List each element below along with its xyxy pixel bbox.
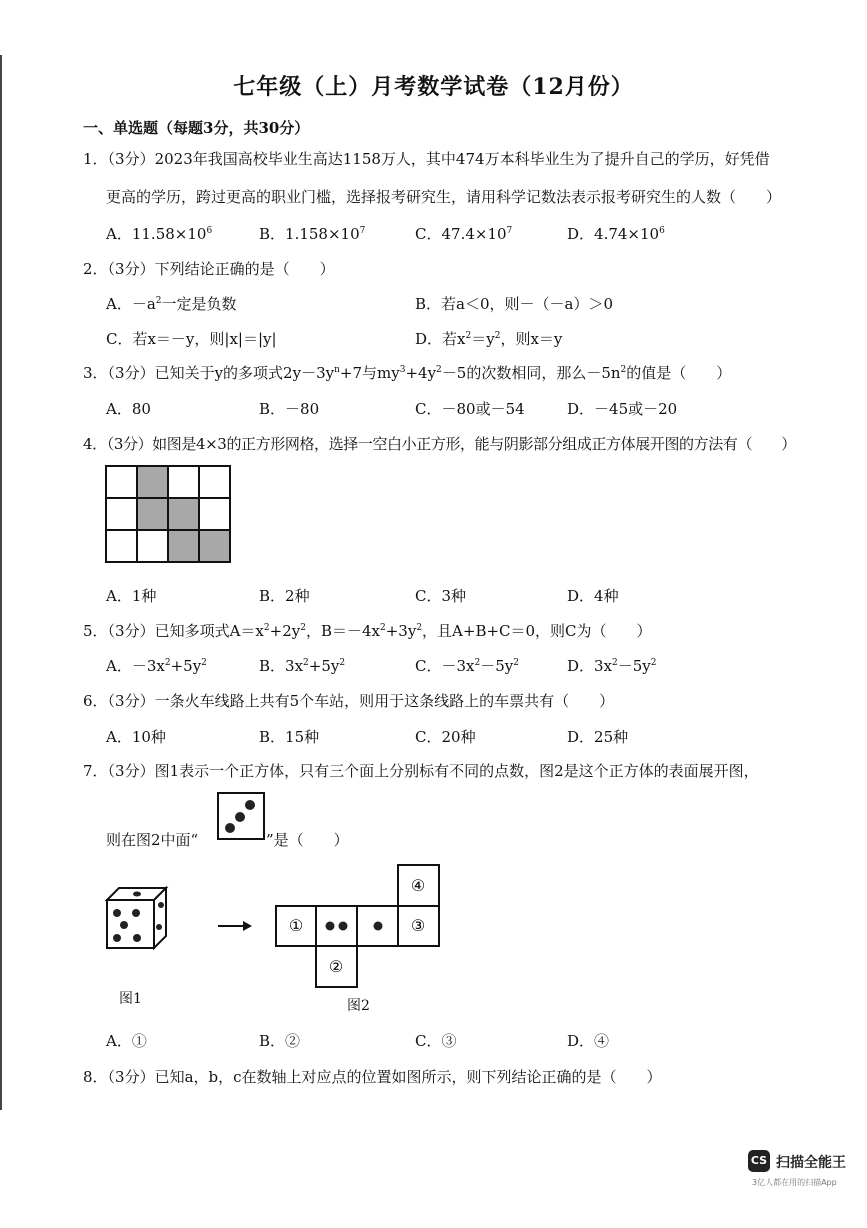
- q5-option-d-part1: D．3x: [567, 657, 613, 675]
- grid-cell-blank: [106, 530, 137, 562]
- q7-stem-line1: 7．（3分）图1表示一个正方体，只有三个面上分别标有不同的点数，图2是这个正方体的表面展开图，: [83, 762, 759, 780]
- grid-cell-blank: [137, 530, 168, 562]
- q2-option-d-mid: ＝y: [471, 330, 495, 348]
- q5-stem-part1: 5．（3分）已知多项式A＝x: [83, 622, 264, 640]
- net-label-1: ①: [288, 916, 304, 935]
- dot: [374, 922, 383, 931]
- net-label-2: ②: [328, 957, 344, 976]
- q3-stem-part5: 的值是（ ）: [626, 364, 732, 382]
- q1-option-d[interactable]: [567, 223, 665, 244]
- net-label-4: ④: [410, 876, 426, 895]
- q1-option-c[interactable]: [415, 223, 512, 244]
- q5-option-d[interactable]: [567, 655, 657, 676]
- q5-option-a-exp1: 2: [164, 658, 171, 668]
- q3-stem-part3: +4y: [405, 364, 437, 382]
- q2-option-d-exp1: 2: [465, 331, 472, 341]
- q6-option-d[interactable]: D．25种: [567, 728, 629, 746]
- q3-option-a[interactable]: A．80: [106, 400, 151, 418]
- q5-option-d-part2: －5y: [617, 657, 651, 675]
- q4-option-d[interactable]: D．4种: [567, 587, 619, 605]
- q3-option-c[interactable]: C．－80或－54: [415, 400, 525, 418]
- q5-option-d-exp1: 2: [612, 658, 618, 668]
- q5-option-a-part2: +5y: [170, 657, 202, 675]
- q1-stem-line2: 更高的学历，跨过更高的职业门槛，选择报考研究生，请用科学记数法表示报考研究生的人数（ ）: [106, 188, 782, 206]
- net-face-two-dots: [316, 906, 357, 946]
- q5-stem-exp2: 2: [300, 623, 306, 633]
- exam-title: 七年级（上）月考数学试卷（12月份）: [233, 74, 634, 100]
- grid-cell-blank: [106, 498, 137, 530]
- fig2-cube-net: [275, 864, 443, 990]
- q5-option-a-exp2: 2: [201, 658, 207, 668]
- q3-option-d[interactable]: D．－45或－20: [567, 400, 678, 418]
- q2-option-a-exp: 2: [155, 296, 162, 306]
- q5-stem-part5: ，且A+B+C＝0，则C为（ ）: [422, 622, 652, 640]
- q1-option-d-text: D．4.74×10: [567, 225, 660, 243]
- net-label-3: ③: [410, 916, 426, 935]
- q1-stem-line1: 1．（3分）2023年我国高校毕业生高达1158万人，其中474万本科毕业生为了提升自己的学历，好凭借: [83, 150, 770, 168]
- left-border-line: [0, 55, 2, 1110]
- q1-option-c-exp: 7: [506, 226, 513, 236]
- grid-cell-shaded: [199, 530, 230, 562]
- grid-cell-shaded: [137, 498, 168, 530]
- q2-option-d-exp2: 2: [494, 331, 501, 341]
- q5-stem-part4: +3y: [385, 622, 417, 640]
- q3-stem-exp2: 3: [399, 365, 406, 375]
- q1-option-c-text: C．47.4×10: [415, 225, 507, 243]
- q1-option-a-exp: 6: [206, 226, 213, 236]
- section-heading: 一、单选题（每题3分，共30分）: [83, 119, 310, 137]
- q5-option-c-exp1: 2: [474, 658, 481, 668]
- q3-stem-part2: +7与my: [339, 364, 400, 382]
- dot: [326, 922, 335, 931]
- q5-option-d-exp2: 2: [650, 658, 657, 668]
- q4-grid-figure: [105, 465, 233, 567]
- q2-option-d-pre: D．若x: [415, 330, 466, 348]
- q3-stem-part1: 3．（3分）已知关于y的多项式2y－3y: [83, 364, 335, 382]
- q1-option-b-exp: 7: [359, 226, 366, 236]
- right-arrow-icon: [217, 918, 253, 934]
- q2-option-a-post: 一定是负数: [161, 295, 237, 313]
- q5-option-b-part2: +5y: [308, 657, 340, 675]
- q1-option-a-text: A．11.58×10: [106, 225, 207, 243]
- q5-option-c[interactable]: [415, 655, 519, 676]
- q3-stem: [83, 362, 731, 383]
- q5-stem-exp4: 2: [416, 623, 423, 633]
- q4-option-a[interactable]: A．1种: [106, 587, 157, 605]
- q2-option-b[interactable]: B．若a＜0，则－（－a）＞0: [415, 295, 613, 313]
- q5-option-b[interactable]: [259, 655, 345, 676]
- q7-option-c[interactable]: C．③: [415, 1032, 457, 1050]
- q7-stem-line2-pre: 则在图2中面“: [106, 831, 199, 849]
- q5-option-c-part1: C．－3x: [415, 657, 475, 675]
- q5-option-c-part2: －5y: [480, 657, 514, 675]
- q1-option-d-exp: 6: [659, 226, 665, 236]
- camscanner-name: 扫描全能王: [776, 1155, 846, 1171]
- q3-stem-part4: －5的次数相同，那么－5n: [441, 364, 621, 382]
- q1-option-b-text: B．1.158×10: [259, 225, 360, 243]
- grid-cell-shaded: [168, 498, 199, 530]
- q1-option-b[interactable]: [259, 223, 365, 244]
- q2-stem: 2．（3分）下列结论正确的是（ ）: [83, 260, 335, 278]
- q5-stem: [83, 620, 652, 641]
- grid-cell-blank: [199, 498, 230, 530]
- q4-option-b[interactable]: B．2种: [259, 587, 310, 605]
- q5-stem-part3: ，B＝－4x: [305, 622, 380, 640]
- q7-option-a[interactable]: A．①: [106, 1032, 147, 1050]
- q5-stem-part2: +2y: [269, 622, 301, 640]
- q3-stem-exp3: 2: [436, 365, 442, 375]
- q5-stem-exp1: 2: [263, 623, 270, 633]
- q5-option-b-exp2: 2: [339, 658, 346, 668]
- q5-option-b-part1: B．3x: [259, 657, 304, 675]
- fig1-caption: 图1: [119, 991, 142, 1007]
- camscanner-logo-icon: CS: [748, 1150, 770, 1172]
- q4-stem: 4．（3分）如图是4×3的正方形网格，选择一空白小正方形，能与阴影部分组成正方体展开图的方法有（ ）: [83, 435, 796, 453]
- q6-option-b[interactable]: B．15种: [259, 728, 320, 746]
- grid-cell-shaded: [168, 530, 199, 562]
- q2-option-c[interactable]: C．若x＝－y，则|x|＝|y|: [106, 330, 277, 348]
- dot: [339, 922, 348, 931]
- q5-stem-exp3: 2: [379, 623, 386, 633]
- grid-cell-blank: [106, 466, 137, 498]
- q6-stem: 6．（3分）一条火车线路上共有5个车站，则用于这条线路上的车票共有（ ）: [83, 692, 615, 710]
- q6-option-c[interactable]: C．20种: [415, 728, 476, 746]
- q2-option-a-pre: A．－a: [106, 295, 156, 313]
- three-dot-face-icon: [217, 792, 265, 840]
- q3-option-b[interactable]: B．－80: [259, 400, 320, 418]
- q6-option-a[interactable]: A．10种: [106, 728, 166, 746]
- q5-option-b-exp1: 2: [303, 658, 309, 668]
- q5-option-a[interactable]: [106, 655, 207, 676]
- camscanner-tagline: 3亿人都在用的扫描App: [752, 1178, 837, 1187]
- q3-stem-exp4: 2: [620, 365, 627, 375]
- q5-option-c-exp2: 2: [513, 658, 519, 668]
- q3-stem-exp1: n: [334, 365, 340, 375]
- fig2-caption: 图2: [347, 998, 370, 1014]
- q2-option-d-post: ，则x＝y: [500, 330, 563, 348]
- fig1-cube-icon: [103, 884, 169, 950]
- grid-cell-blank: [199, 466, 230, 498]
- q4-option-c[interactable]: C．3种: [415, 587, 467, 605]
- grid-cell-shaded: [137, 466, 168, 498]
- q5-option-a-part1: A．－3x: [106, 657, 165, 675]
- q8-stem: 8．（3分）已知a，b，c在数轴上对应点的位置如图所示，则下列结论正确的是（ ）: [83, 1068, 662, 1086]
- q7-option-b[interactable]: B．②: [259, 1032, 301, 1050]
- q7-option-d[interactable]: D．④: [567, 1032, 610, 1050]
- q2-option-a[interactable]: [106, 293, 237, 314]
- q1-option-a[interactable]: [106, 223, 212, 244]
- grid-cell-blank: [168, 466, 199, 498]
- q7-stem-line2-post: ”是（ ）: [266, 831, 349, 849]
- q2-option-d[interactable]: [415, 328, 562, 349]
